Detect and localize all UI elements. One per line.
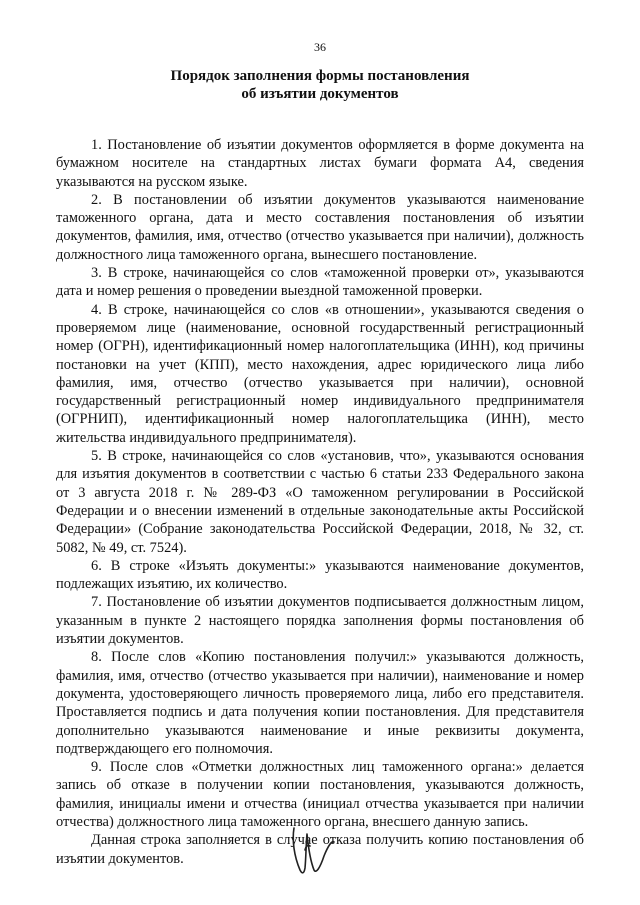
paragraph-4: 4. В строке, начинающейся со слов «в отношении», указываются сведения о проверяемом лице (наименование, основной государственный регистрационный номер (ОГРН), идентификационный номер налогоплательщика (ИНН), код причины постановки на учет (КПП), место нахождения, адрес юридического лица либо фамилия, имя, отчество (отчество указывается при наличии), основной государственный регистрационный номер индивидуального предпринимателя (ОГРНИП), идентификационный номер налогоплательщика (ИНН), место жительства индивидуального предпринимателя). xyxy=(56,301,584,446)
paragraph-6: 6. В строке «Изъять документы:» указываются наименование документов, подлежащих изъятию, их количество. xyxy=(56,557,584,593)
title-line-2: об изъятии документов xyxy=(241,86,399,102)
paragraph-5: 5. В строке, начинающейся со слов «установив, что», указываются основания для изъятия документов в соответствии с частью 6 статьи 233 Федерального закона от 3 августа 2018 г. № 289-ФЗ «О таможенном регулировании в Российской Федерации и о внесении изменений в отдельные законодательные акты Российской Федерации» (Собрание законодательства Российской Федерации, 2018, № 32, ст. 5082, № 49, ст. 7524). xyxy=(56,448,584,556)
paragraph-8: 8. После слов «Копию постановления получил:» указываются должность, фамилия, имя, отчество (отчество указывается при наличии), наименование и номер документа, удостоверяющего личность проверяемого лица, либо его представителя. Проставляется подпись и дата получения копии постановления. Для представителя дополнительно указываются наименование и иные реквизиты документа, подтверждающего его полномочия. xyxy=(56,649,584,757)
title-line-1: Порядок заполнения формы постановления xyxy=(170,68,470,84)
paragraph-3: 3. В строке, начинающейся со слов «таможенной проверки от», указываются дата и номер решения о проведении выездной таможенной проверки. xyxy=(56,265,584,300)
paragraph-1: 1. Постановление об изъятии документов оформляется в форме документа на бумажном носителе на стандартных листах бумаги формата А4, сведения указываются на русском языке. xyxy=(56,137,584,190)
paragraph-7: 7. Постановление об изъятии документов подписывается должностным лицом, указанным в пункте 2 настоящего порядка заполнения формы постановления об изъятии документов. xyxy=(56,594,584,648)
page-number: 36 xyxy=(314,40,326,54)
document-title xyxy=(0,67,640,103)
paragraph-2: 2. В постановлении об изъятии документов указываются наименование таможенного органа, дата и место составления постановления об изъятии документов, фамилия, имя, отчество (отчество указывается при наличии), должность должностного лица таможенного органа, вынесшего постановление. xyxy=(56,191,584,263)
document-body xyxy=(56,136,584,868)
paragraph-9: 9. После слов «Отметки должностных лиц таможенного органа:» делается запись об отказе в получении копии постановления, указываются должность, фамилия, инициалы имени и отчества (инициал отчества указывается при наличии отчества) должностного лица таможенного органа, внесшего данную запись. xyxy=(56,759,584,830)
handwritten-signature xyxy=(288,820,340,880)
paragraph-note: Данная строка заполняется в случае отказа получить копию постановления об изъятии документов. xyxy=(56,832,584,867)
